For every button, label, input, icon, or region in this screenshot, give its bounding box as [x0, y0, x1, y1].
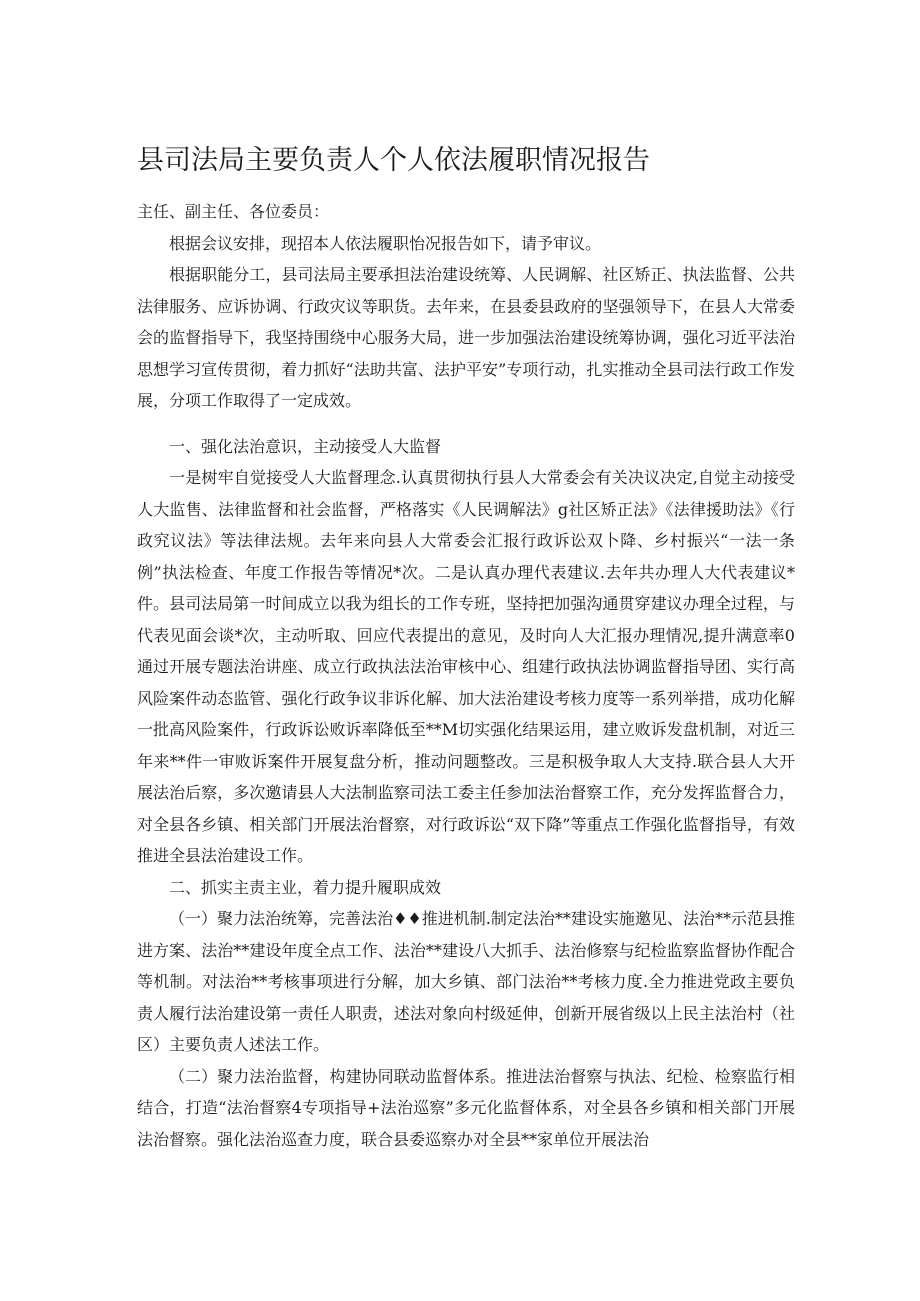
- document-body: [137, 196, 795, 1155]
- paragraph-subsection-2: （二）聚力法治监督，构建协同联动监督体系。推进法治督察与执法、纪检、检察监行相结合，打造“法治督察4专项指导+法治巡察”多元化监督体系，对全县各乡镇和相关部门开展法治督察。强化法治巡查力度，联合县委巡察办对全县**家单位开展法治: [137, 1066, 795, 1149]
- paragraph-section-1: 一是树牢自觉接受人大监督理念.认真贯彻执行县人大常委会有关决议决定,自觉主动接受人大监售、法律监督和社会监督，严格落实《人民调解法》g社区矫正法》《法律援助法》《行政究议法》等法律法规。去年来向县人大常委会汇报行政诉讼双卜降、乡村振兴“一法一条例”执法检查、年度工作报告等情况*次。二是认真办理代表建议.去年共办理人大代表建议*件。县司法局第一时间成立以我为组长的工作专班，坚持把加强沟通贯穿建议办理全过程，与代表见面会谈*次，主动听取、回应代表提出的意见，及时向人大汇报办理情况,提升满意率0通过开展专题法治讲座、成立行政执法法治审核中心、组建行政执法协调监督指导团、实行高风险案件动态监管、强化行政争议非诉化解、加大法治建设考核力度等一系列举措，成功化解一批高风险案件，行政诉讼败诉率降低至**M切实强化结果运用，建立败诉发盘机制，对近三年来**件一审败诉案件开展复盘分析，推动问题整改。三是积极争取人大支持.联合县人大开展法治后察，多次邀请县人大法制监察司法工委主任参加法治督察工作，充分发挥监督合力，对全县各乡镇、相关部门开展法治督察，对行政诉讼“双下降”等重点工作强化监督指导，有效推进全县法治建设工作。: [137, 468, 795, 865]
- paragraph-intro: 根据会议安排，现招本人依法履职怡况报告如下，请予审议。: [169, 233, 602, 253]
- salutation: 主任、副主任、各位委员：: [137, 202, 330, 221]
- paragraph-subsection-1: （一）聚力法治统筹，完善法治♦♦推进机制.制定法治**建设实施邀见、法治**示范县推进方案、法治**建设年度全点工作、法治**建设八大抓手、法治修察与纪检监察监督协作配合等机制。对法治**考核事项进行分解，加大乡镇、部门法治**考核力度.全力推进党政主要负责人履行法治建设第一责任人职责，述法对象向村级延伸，创新开展省级以上民主法治村（社区）主要负责人述法工作。: [137, 909, 795, 1054]
- paragraph-overview: 根据职能分工，县司法局主要承担法治建设统筹、人民调解、社区矫正、执法监督、公共法律服务、应诉协调、行政灾议等职货。去年来，在县委县政府的坚强领导下，在县人大常委会的监督指导下，我坚持围绕中心服务大局，进一步加强法治建设统筹协调，强化习近平法治思想学习宣传贯彻，着力抓好“法助共富、法护平安”专项行动，扎实推动全县司法行政工作发展，分项工作取得了一定成效。: [137, 265, 795, 410]
- document-title: 县司法局主要负责人个人依法履职情况报告: [137, 145, 650, 176]
- section-heading-2: 二、抓实主责主业，着力提升履职成效: [169, 877, 442, 897]
- section-heading-1: 一、强化法治意识，主动接受人大监督: [169, 436, 442, 456]
